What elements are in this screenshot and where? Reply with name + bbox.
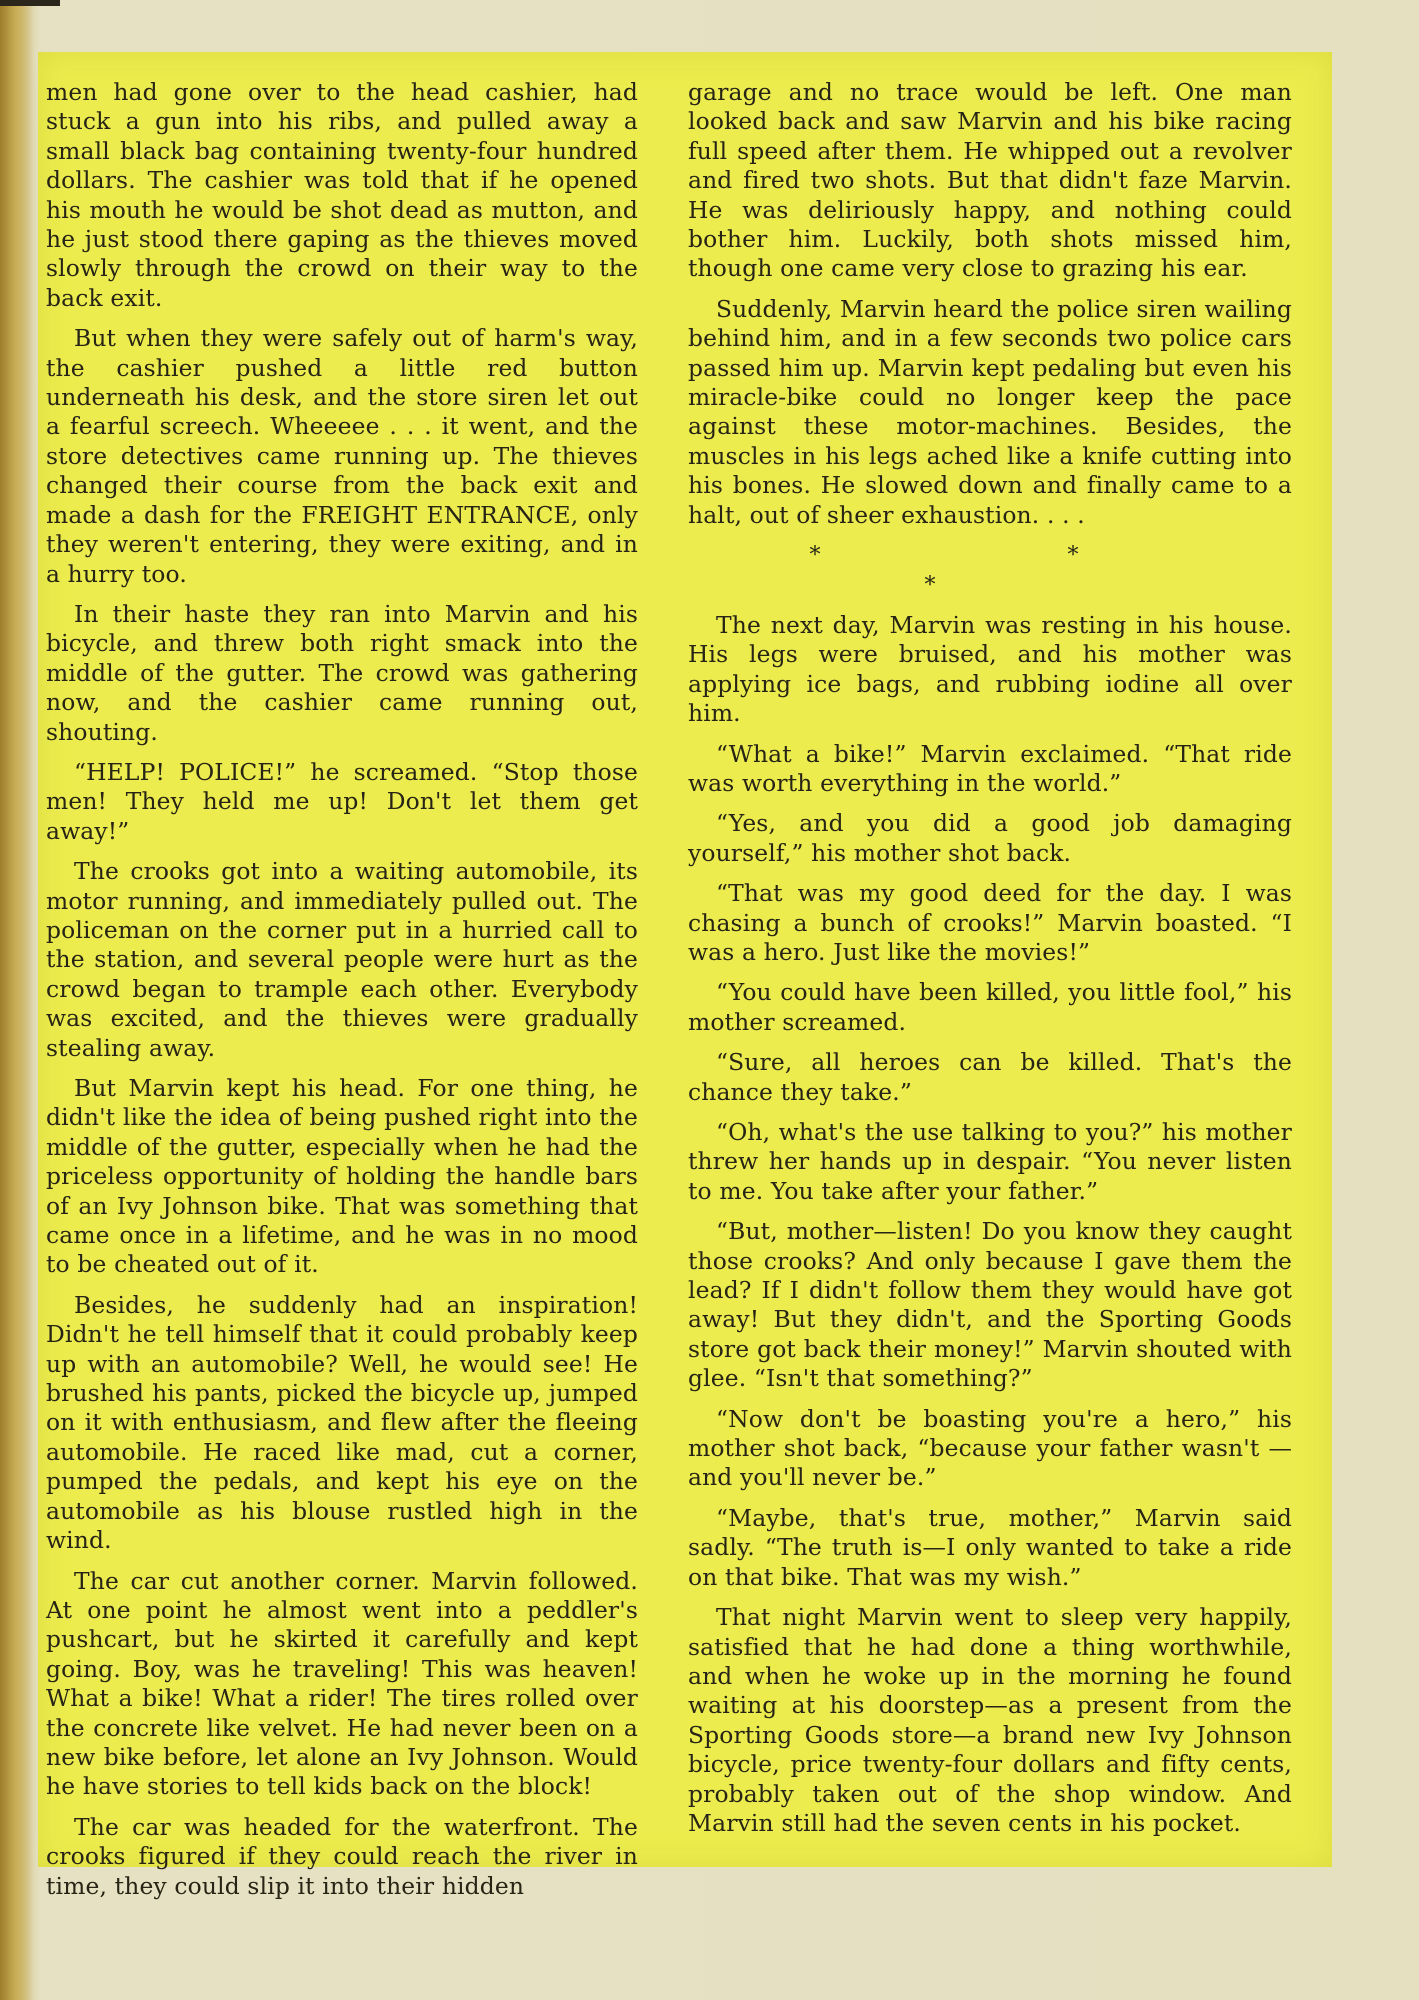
paragraph: garage and no trace would be left. One man looked back and saw Marvin and his bike racing full speed after them. He whipped out a revolver and fired two shots. But that didn't faze Marvin. He was deliriously happy, and nothing could bother him. Luckily, both shots missed him, though one came very close to grazing his ear. [688, 78, 1292, 283]
section-divider: * * * [809, 543, 1199, 598]
paragraph: “Oh, what's the use talking to you?” his mother threw her hands up in despair. “You never listen to me. You take after your father.” [688, 1118, 1292, 1205]
paragraph: The crooks got into a waiting automobile, its motor running, and immediately pulled out. The policeman on the corner put in a hurried call to the station, and several people were hurt as the crowd began to trample each other. Everybody was excited, and the thieves were gradually stealing away. [46, 857, 638, 1062]
paragraph: men had gone over to the head cashier, had stuck a gun into his ribs, and pulled away a small black bag containing twenty-four hundred dollars. The cashier was told that if he opened his mouth he would be shot dead as mutton, and he just stood there gaping as the thieves moved slowly through the crowd on their way to the back exit. [46, 78, 638, 312]
paragraph: But when they were safely out of harm's way, the cashier pushed a little red button underneath his desk, and the store siren let out a fearful screech. Wheeeee . . . it went, and the store detectives came running up. The thieves changed their course from the back exit and made a dash for the FREIGHT ENTRANCE, only they weren't entering, they were exiting, and in a hurry too. [46, 324, 638, 588]
paragraph: “That was my good deed for the day. I was chasing a bunch of crooks!” Marvin boasted. “I was a hero. Just like the movies!” [688, 879, 1292, 966]
page-corner-shadow [0, 0, 60, 6]
paragraph: That night Marvin went to sleep very happily, satisfied that he had done a thing worthwhile, and when he woke up in the morning he found waiting at his doorstep—as a present from the Sporting Goods store—a brand new Ivy Johnson bicycle, price twenty-four dollars and fifty cents, probably taken out of the shop window. And Marvin still had the seven cents in his pocket. [688, 1603, 1292, 1837]
paragraph: Suddenly, Marvin heard the police siren wailing behind him, and in a few seconds two police cars passed him up. Marvin kept pedaling but even his miracle-bike could no longer keep the pace against these motor-machines. Besides, the muscles in his legs ached like a knife cutting into his bones. He slowed down and finally came to a halt, out of sheer exhaustion. . . . [688, 294, 1292, 529]
paragraph: “HELP! POLICE!” he screamed. “Stop those men! They held me up! Don't let them get away!” [46, 757, 638, 845]
paragraph: “Yes, and you did a good job damaging yourself,” his mother shot back. [688, 809, 1292, 867]
paragraph: The car was headed for the waterfront. The crooks figured if they could reach the river in time, they could slip it into their hidden [46, 1812, 638, 1900]
paragraph: “But, mother—listen! Do you know they caught those crooks? And only because I gave them the lead? If I didn't follow them they would have got away! But they didn't, and the Sporting Goods store got back their money!” Marvin shouted with glee. “Isn't that something?” [688, 1217, 1292, 1393]
paragraph: The next day, Marvin was resting in his house. His legs were bruised, and his mother was applying ice bags, and rubbing iodine all over him. [688, 610, 1292, 728]
paragraph: Besides, he suddenly had an inspiration! Didn't he tell himself that it could probably keep up with an automobile? Well, he would see! He brushed his pants, picked the bicycle up, jumped on it with enthusiasm, and flew after the fleeing automobile. He raced like mad, cut a corner, pumped the pedals, and kept his eye on the automobile as his blouse rustled high in the wind. [46, 1290, 638, 1555]
paragraph: “What a bike!” Marvin exclaimed. “That ride was worth everything in the world.” [688, 739, 1292, 797]
paragraph: “Sure, all heroes can be killed. That's the chance they take.” [688, 1048, 1292, 1106]
page-binding-edge [0, 0, 34, 2000]
paragraph: In their haste they ran into Marvin and his bicycle, and threw both right smack into the middle of the gutter. The crowd was gathering now, and the cashier came running out, shouting. [46, 599, 638, 746]
story-column-left [46, 78, 638, 1912]
paragraph: “Now don't be boasting you're a hero,” his mother shot back, “because your father wasn't —and you'll never be.” [688, 1404, 1292, 1492]
paragraph: “Maybe, that's true, mother,” Marvin said sadly. “The truth is—I only wanted to take a ride on that bike. That was my wish.” [688, 1503, 1292, 1591]
paragraph: “You could have been killed, you little fool,” his mother screamed. [688, 978, 1292, 1036]
paragraph: The car cut another corner. Marvin followed. At one point he almost went into a peddler's pushcart, but he skirted it carefully and kept going. Boy, was he traveling! This was heaven! What a bike! What a rider! The tires rolled over the concrete like velvet. He had never been on a new bike before, let alone an Ivy Johnson. Would he have stories to tell kids back on the block! [46, 1566, 638, 1801]
story-column-right [688, 78, 1292, 1849]
paragraph: But Marvin kept his head. For one thing, he didn't like the idea of being pushed right into the middle of the gutter, especially when he had the priceless opportunity of holding the handle bars of an Ivy Johnson bike. That was something that came once in a lifetime, and he was in no mood to be cheated out of it. [46, 1074, 638, 1279]
